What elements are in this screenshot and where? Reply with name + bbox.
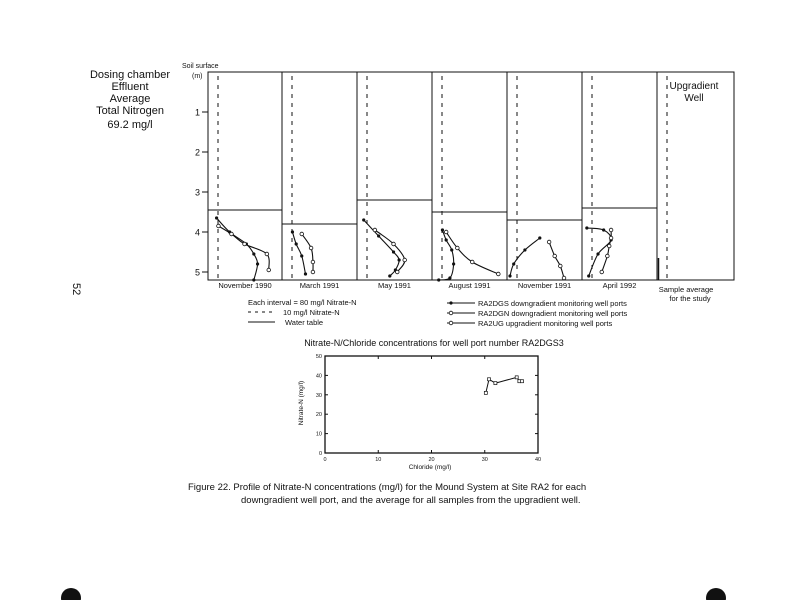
dgn-point [311, 270, 315, 274]
panel-date-label: August 1991 [448, 281, 491, 290]
legend-interval: Each interval = 80 mg/l Nitrate-N [248, 298, 357, 307]
dgs-series-line [364, 220, 399, 276]
dosing-line-5: 69.2 mg/l [107, 119, 153, 131]
panel-date-label: March 1991 [299, 281, 340, 290]
dgs-series-line [217, 218, 258, 280]
dgn-point [562, 276, 566, 280]
scatter-y-tick-label: 0 [318, 451, 322, 457]
dgn-point [392, 242, 396, 246]
scatter-x-tick-label: 30 [481, 457, 488, 463]
dosing-line-4: Total Nitrogen [96, 105, 164, 117]
legend-ug: RA2UG upgradient monitoring well ports [478, 319, 613, 328]
dgs-point [450, 248, 453, 251]
scatter-x-tick-label: 20 [428, 457, 435, 463]
scatter-chart [316, 354, 541, 463]
scatter-y-tick-label: 50 [315, 354, 322, 360]
scatter-x-tick-label: 10 [375, 457, 382, 463]
scatter-y-tick-label: 40 [315, 373, 322, 380]
dgn-series-line [549, 242, 564, 278]
dgn-series-line [446, 232, 498, 274]
dgs-point [295, 242, 298, 245]
dgn-point [373, 228, 377, 232]
dgn-point [558, 264, 562, 268]
dgs-point [448, 276, 451, 279]
dgn-point [265, 252, 269, 256]
dgn-point [267, 268, 271, 272]
depth-tick-label: 3 [194, 187, 200, 198]
scatter-point [484, 391, 487, 394]
dgn-point [600, 270, 604, 274]
profile-frame [208, 72, 734, 280]
legend-dgs-marker [449, 301, 452, 304]
soil-surface-label: Soil surface [182, 63, 219, 70]
depth-unit-label: (m) [192, 73, 203, 80]
legend-nitrate10: 10 mg/l Nitrate-N [283, 308, 340, 317]
dgs-point [602, 228, 605, 231]
scatter-y-tick-label: 20 [315, 412, 322, 419]
dgn-point [311, 260, 315, 264]
dgs-series-line [510, 238, 540, 276]
dgn-series-line [218, 226, 269, 270]
scatter-point [521, 380, 524, 383]
scatter-frame [325, 356, 538, 453]
dgs-point [304, 272, 307, 275]
dgs-point [538, 236, 541, 239]
dgs-point [587, 274, 590, 277]
legend-left [248, 298, 357, 327]
scatter-title: Nitrate-N/Chloride concentrations for well port number RA2DGS3 [304, 338, 564, 348]
dgn-point [497, 272, 501, 276]
caption-line-1: Figure 22. Profile of Nitrate-N concentrations (mg/l) for the Mound System at Site RA2 for each [188, 482, 587, 493]
scatter-connector [486, 377, 522, 393]
depth-tick-label: 2 [194, 147, 200, 158]
dgn-point [444, 230, 448, 234]
dgn-point [309, 246, 313, 250]
dgn-point [553, 254, 557, 258]
sample-average-label-1: Sample average [658, 285, 714, 294]
upgradient-label-1: Upgradient [669, 81, 719, 92]
legend-dgs: RA2DGS downgradient monitoring well ports [478, 299, 627, 308]
scatter-point [494, 382, 497, 385]
dgs-point [252, 252, 255, 255]
legend-ug-marker [449, 321, 453, 325]
panel-date-label: May 1991 [378, 281, 411, 290]
dgs-point [300, 254, 303, 257]
dgn-point [403, 258, 407, 262]
dgn-point [456, 246, 460, 250]
dgs-series-line [439, 230, 454, 280]
dgs-point [441, 228, 444, 231]
scatter-point [488, 378, 491, 381]
dgs-point [437, 278, 440, 281]
legend-dgn: RA2DGN downgradient monitoring well ports [478, 309, 628, 318]
dgn-point [606, 254, 610, 258]
dgn-point [243, 242, 247, 246]
dgs-point [512, 262, 515, 265]
dgs-point [256, 262, 259, 265]
punch-hole-left [61, 588, 81, 600]
dgn-point [470, 260, 474, 264]
dosing-chamber-note [90, 69, 170, 131]
dgs-point [596, 252, 599, 255]
legend-right [447, 299, 627, 328]
legend-dgn-marker [449, 311, 453, 315]
legend-water-table: Water table [285, 318, 324, 327]
scatter-y-tick-label: 10 [315, 431, 322, 438]
caption-line-2: downgradient well port, and the average for all samples from the upgradient well. [241, 495, 581, 506]
dgs-point [392, 250, 395, 253]
dgn-point [230, 232, 234, 236]
sample-average-label-2: for the study [669, 294, 711, 303]
dosing-line-2: Effluent [111, 81, 149, 93]
upgradient-label-2: Well [684, 93, 704, 104]
scatter-ylabel: Nitrate-N (mg/l) [298, 380, 305, 426]
depth-tick-label: 4 [194, 227, 200, 238]
scatter-point [515, 376, 518, 379]
dgn-series-line [302, 234, 313, 272]
panel-date-label: November 1991 [517, 281, 572, 290]
dgs-point [291, 230, 294, 233]
punch-hole-right [706, 588, 726, 600]
dgn-point [607, 244, 611, 248]
dgs-point [377, 234, 380, 237]
dgs-point [398, 258, 401, 261]
dgn-point [547, 240, 551, 244]
dosing-line-3: Average [109, 93, 151, 105]
dgs-point [585, 226, 588, 229]
scatter-xlabel: Chloride (mg/l) [408, 464, 452, 471]
dgs-point [362, 218, 365, 221]
dgs-point [452, 262, 455, 265]
dgs-point [388, 274, 391, 277]
dgn-point [609, 228, 613, 232]
panel-date-label: November 1990 [218, 281, 272, 290]
dgs-point [523, 248, 526, 251]
dgs-series-line [587, 228, 611, 276]
scatter-y-tick-label: 30 [315, 392, 322, 399]
panel-date-label: April 1992 [602, 281, 637, 290]
profile-chart [195, 72, 734, 290]
dgs-point [445, 238, 448, 241]
dgs-series-line [292, 232, 305, 274]
dgn-point [217, 224, 221, 228]
dgn-point [395, 270, 399, 274]
dgs-point [215, 216, 218, 219]
scatter-x-tick-label: 0 [323, 457, 327, 463]
depth-tick-label: 5 [194, 267, 200, 278]
dosing-line-1: Dosing chamber [89, 69, 171, 81]
dgs-point [508, 274, 511, 277]
scatter-x-tick-label: 40 [534, 457, 542, 463]
dgn-point [609, 236, 613, 240]
dgn-point [300, 232, 304, 236]
page-number: 52 [70, 283, 82, 296]
depth-tick-label: 1 [194, 107, 200, 118]
